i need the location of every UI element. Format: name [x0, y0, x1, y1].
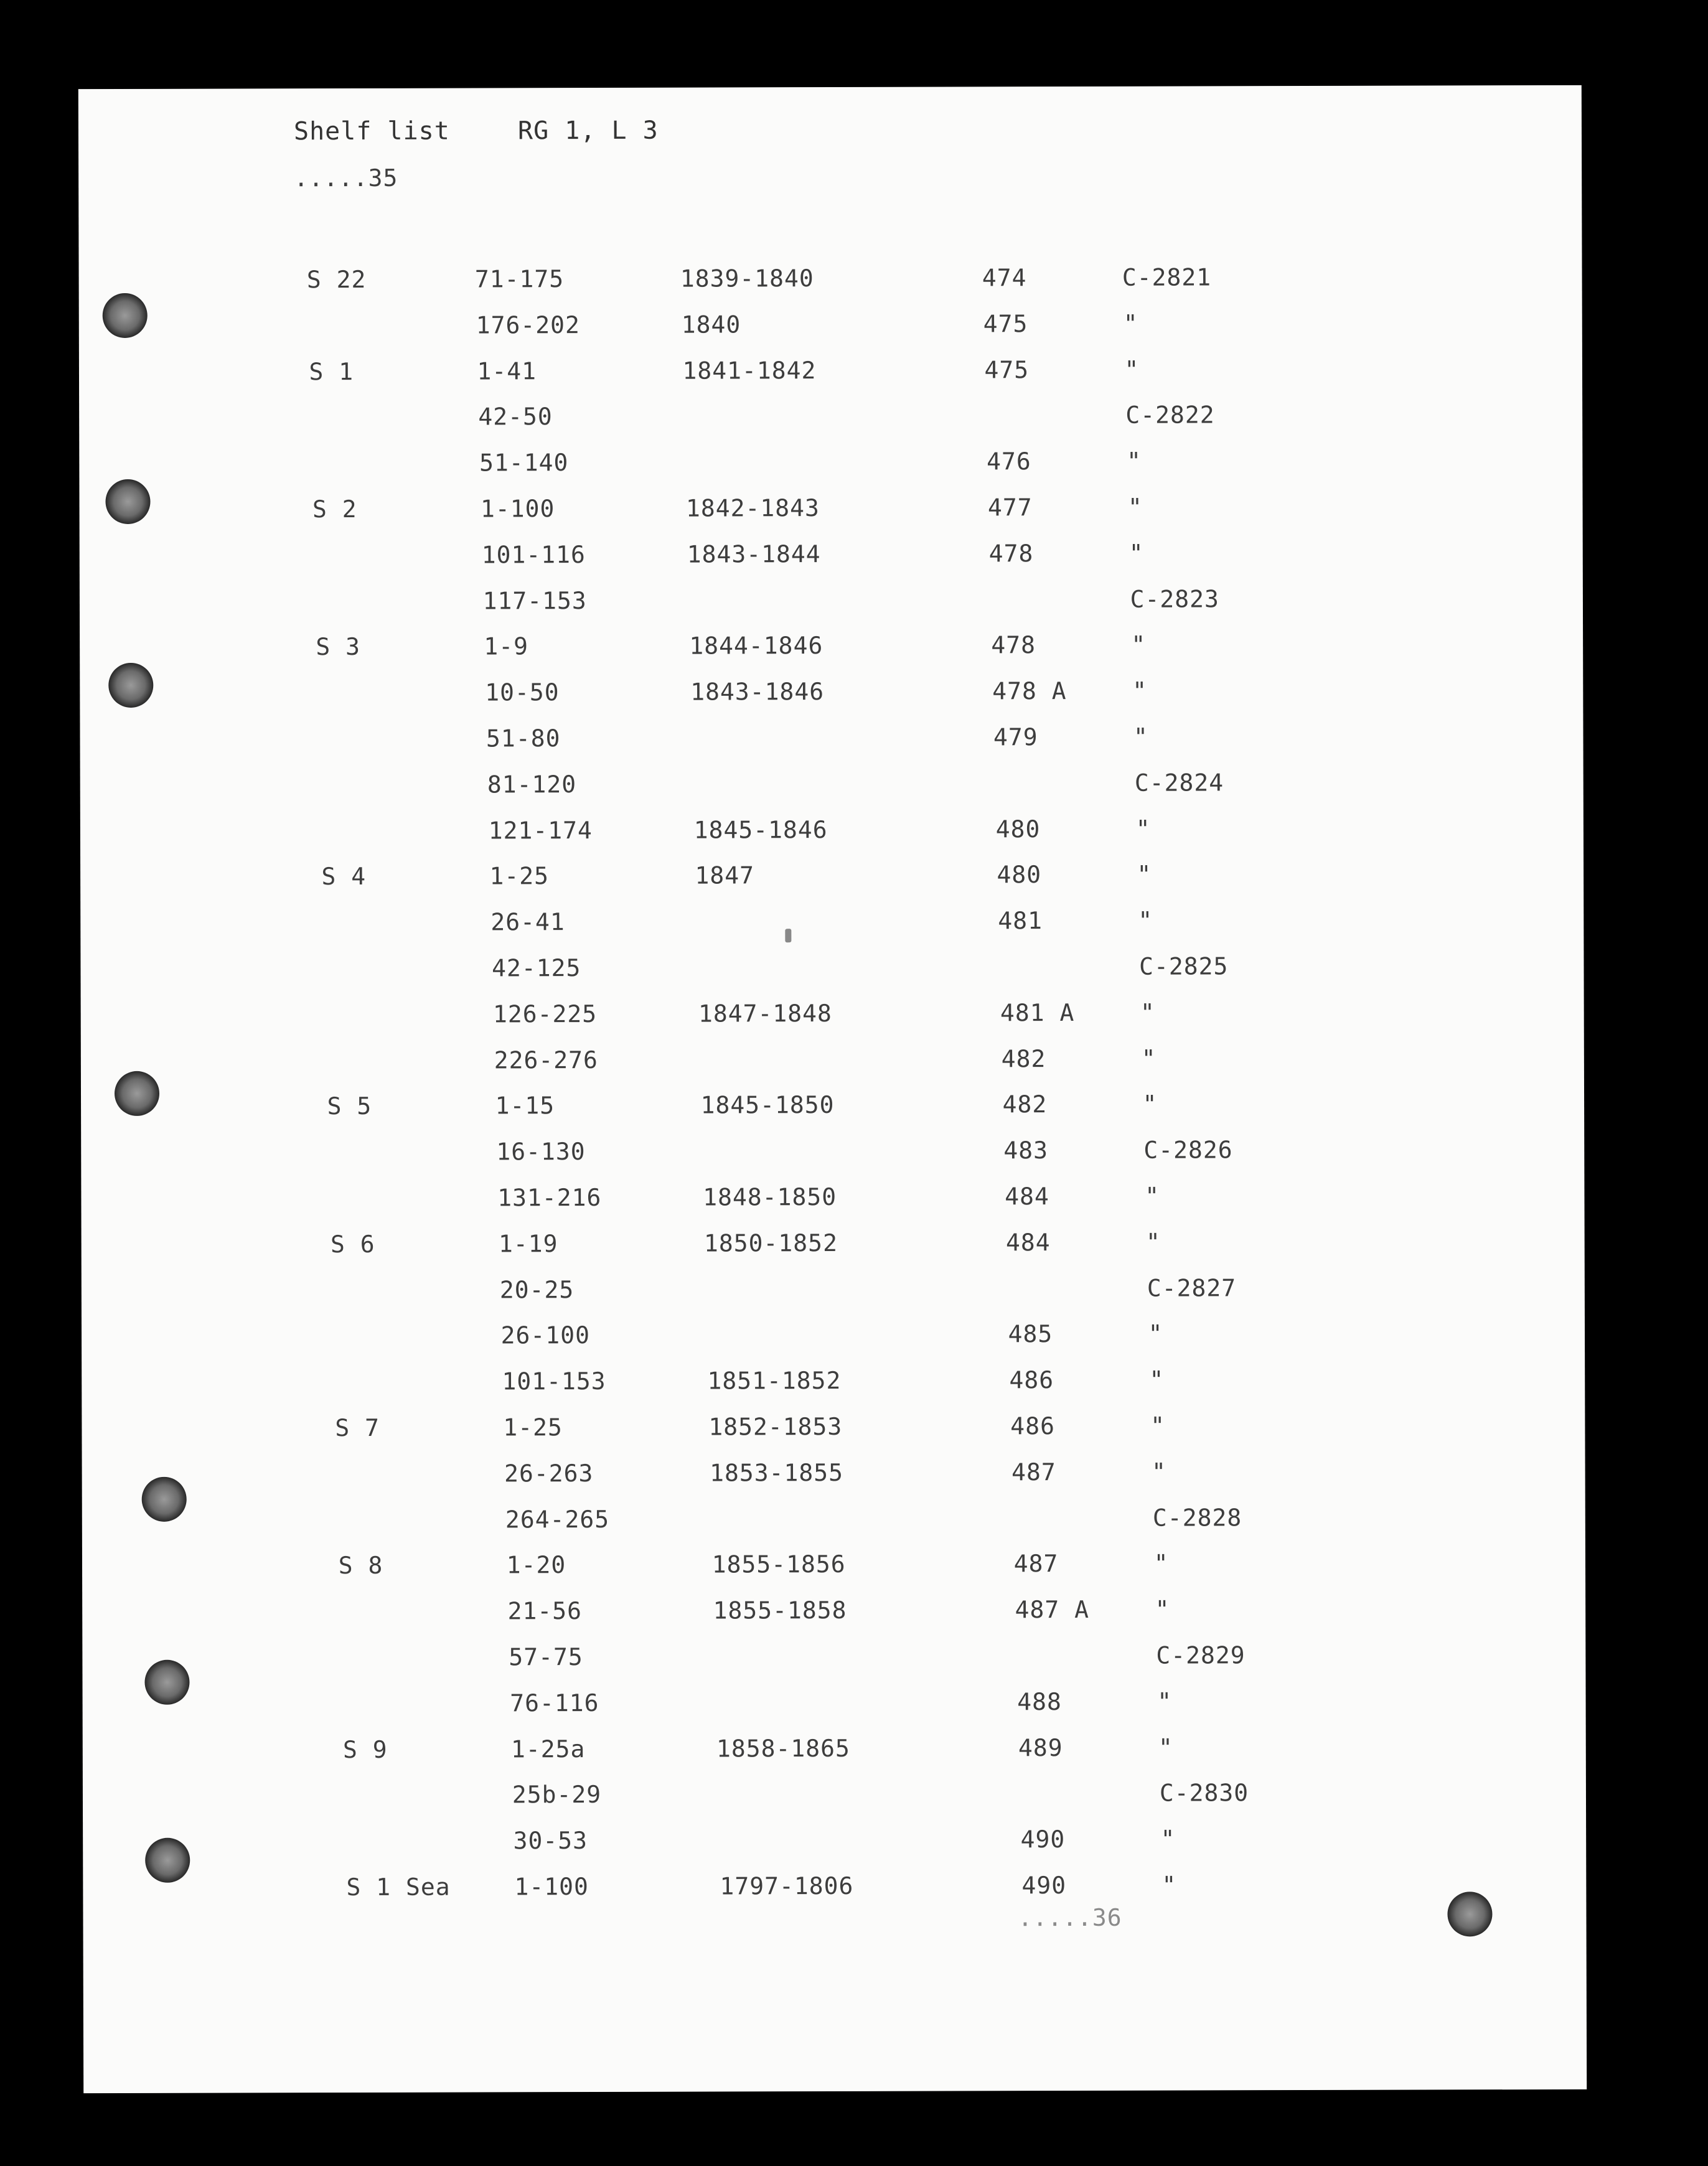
box-cell: 487: [1013, 1550, 1059, 1578]
shelf-cell: S 8: [338, 1552, 383, 1580]
container-cell: ": [1152, 1458, 1167, 1486]
shelf-cell: S 6: [330, 1230, 375, 1258]
box-cell: 487 A: [1015, 1596, 1089, 1624]
years-cell: 1852-1853: [708, 1412, 843, 1441]
range-cell: 1-20: [506, 1551, 566, 1579]
years-cell: [700, 1045, 986, 1046]
box-cell: 486: [1009, 1366, 1054, 1394]
box-cell: 475: [984, 355, 1030, 383]
range-cell: 1-25: [489, 862, 550, 890]
years-cell: 1841-1842: [682, 356, 817, 385]
box-cell: 489: [1018, 1733, 1063, 1761]
box-cell: [1020, 1779, 1157, 1780]
shelf-cell: [314, 541, 476, 542]
shelf-cell: [325, 1000, 487, 1001]
years-cell: 1858-1865: [716, 1734, 850, 1763]
range-cell: 1-100: [480, 495, 555, 523]
container-cell: ": [1135, 815, 1151, 843]
punch-hole: [142, 1477, 187, 1522]
container-cell: C-2828: [1152, 1503, 1242, 1532]
container-cell: ": [1140, 998, 1155, 1026]
years-cell: 1847-1848: [698, 999, 832, 1028]
range-cell: 42-125: [492, 954, 581, 982]
range-cell: 101-116: [481, 540, 586, 569]
range-cell: 1-19: [498, 1229, 558, 1258]
shelf-cell: [344, 1781, 506, 1782]
box-cell: 490: [1020, 1826, 1066, 1854]
years-cell: 1850-1852: [703, 1229, 838, 1257]
page-title: Shelf list: [293, 116, 450, 146]
container-cell: ": [1158, 1733, 1173, 1761]
years-cell: [702, 1137, 988, 1138]
shelf-cell: S 1 Sea: [346, 1873, 451, 1901]
years-cell: 1843-1846: [690, 678, 825, 706]
box-cell: [999, 953, 1136, 954]
punch-hole: [108, 663, 153, 708]
years-cell: [683, 402, 970, 403]
box-cell: [1007, 1274, 1144, 1275]
box-cell: 482: [1001, 1044, 1046, 1072]
box-cell: [990, 585, 1127, 586]
container-cell: C-2829: [1156, 1641, 1246, 1669]
container-cell: ": [1133, 723, 1148, 751]
container-cell: ": [1155, 1595, 1170, 1623]
container-cell: ": [1150, 1412, 1166, 1440]
continued-from: .....35: [294, 164, 398, 192]
document-page: [78, 85, 1587, 2093]
container-cell: C-2825: [1139, 952, 1229, 980]
box-cell: 481 A: [1000, 998, 1075, 1027]
range-cell: 121-174: [488, 816, 593, 845]
box-cell: 487: [1011, 1458, 1056, 1486]
shelf-cell: [318, 724, 480, 725]
years-cell: 1839-1840: [680, 265, 814, 293]
range-cell: 30-53: [513, 1827, 588, 1855]
container-cell: C-2823: [1130, 584, 1219, 613]
range-cell: 16-130: [496, 1138, 586, 1166]
box-cell: 488: [1017, 1687, 1062, 1716]
range-cell: 1-100: [514, 1873, 589, 1901]
punch-hole: [105, 479, 150, 524]
box-cell: 478: [988, 539, 1034, 568]
container-cell: C-2821: [1122, 263, 1212, 291]
punch-hole: [115, 1071, 159, 1116]
shelf-cell: [328, 1138, 490, 1139]
container-cell: ": [1141, 1044, 1157, 1072]
box-cell: 476: [987, 448, 1031, 476]
container-cell: ": [1153, 1549, 1169, 1578]
shelf-cell: [315, 587, 477, 588]
years-cell: 1845-1846: [693, 815, 828, 844]
range-cell: 21-56: [507, 1597, 582, 1625]
container-cell: C-2824: [1134, 769, 1224, 797]
range-cell: 57-75: [509, 1643, 583, 1671]
box-cell: 479: [993, 723, 1038, 751]
years-cell: 1797-1806: [720, 1872, 854, 1900]
years-cell: [714, 1642, 1000, 1643]
shelf-cell: [345, 1827, 507, 1828]
years-cell: [685, 448, 971, 449]
box-cell: 480: [995, 815, 1041, 843]
box-cell: [985, 401, 1122, 402]
punch-hole: [145, 1838, 190, 1883]
range-cell: 117-153: [482, 586, 587, 615]
years-cell: 1844-1846: [689, 632, 824, 660]
container-cell: ": [1132, 677, 1148, 705]
punch-hole: [1447, 1892, 1492, 1936]
years-cell: 1840: [681, 311, 741, 339]
range-cell: 71-175: [474, 265, 565, 293]
range-cell: 101-153: [502, 1367, 606, 1395]
shelf-cell: S 2: [312, 495, 357, 523]
shelf-cell: [340, 1643, 502, 1644]
container-cell: ": [1137, 861, 1152, 889]
box-cell: [995, 769, 1132, 770]
shelf-cell: [324, 954, 486, 955]
shelf-cell: S 5: [327, 1092, 372, 1120]
container-cell: ": [1127, 493, 1143, 521]
years-cell: 1851-1852: [707, 1367, 842, 1395]
box-cell: 480: [997, 861, 1042, 889]
container-cell: C-2826: [1143, 1136, 1233, 1164]
container-cell: ": [1142, 1090, 1158, 1118]
years-cell: 1855-1856: [711, 1550, 846, 1578]
punch-hole: [103, 293, 148, 338]
range-cell: 1-9: [484, 632, 529, 660]
years-cell: [711, 1504, 997, 1505]
container-cell: ": [1131, 631, 1147, 659]
years-cell: [718, 1780, 1004, 1781]
container-cell: ": [1145, 1182, 1160, 1210]
container-cell: ": [1160, 1825, 1176, 1853]
box-cell: 482: [1002, 1090, 1048, 1118]
range-cell: 1-25a: [510, 1735, 586, 1763]
shelf-cell: [308, 311, 470, 312]
container-cell: C-2827: [1147, 1273, 1237, 1302]
range-cell: 1-15: [495, 1092, 555, 1120]
years-cell: 1842-1843: [685, 494, 820, 522]
years-cell: [692, 723, 978, 724]
box-cell: 484: [1005, 1183, 1049, 1211]
years-cell: 1847: [695, 861, 755, 889]
box-cell: 486: [1010, 1412, 1055, 1440]
box-cell: 474: [982, 264, 1027, 292]
shelf-cell: [326, 1046, 488, 1047]
range-cell: 26-100: [500, 1321, 590, 1349]
shelf-cell: [342, 1689, 504, 1690]
years-cell: [693, 769, 979, 770]
box-cell: 484: [1005, 1228, 1051, 1257]
container-cell: C-2822: [1125, 401, 1215, 429]
range-cell: 226-276: [494, 1046, 598, 1074]
shelf-cell: S 7: [335, 1414, 380, 1442]
shelf-cell: S 1: [309, 357, 354, 385]
box-cell: 478: [991, 631, 1036, 659]
container-cell: ": [1128, 539, 1144, 567]
years-cell: [697, 953, 983, 954]
container-cell: ": [1123, 309, 1138, 337]
box-cell: 478 A: [992, 677, 1067, 705]
years-cell: [696, 907, 982, 908]
range-cell: 25b-29: [512, 1781, 602, 1809]
container-cell: ": [1149, 1366, 1165, 1394]
shelf-cell: [317, 679, 479, 680]
punch-hole: [144, 1660, 189, 1705]
box-cell: 477: [987, 494, 1033, 522]
shelf-cell: S 3: [316, 633, 361, 661]
shelf-cell: [311, 449, 473, 450]
box-cell: 490: [1021, 1872, 1067, 1900]
shelf-cell: [310, 403, 472, 404]
container-cell: ": [1148, 1320, 1163, 1348]
years-cell: 1845-1850: [700, 1091, 835, 1119]
container-cell: ": [1124, 355, 1140, 383]
box-cell: 481: [998, 907, 1043, 935]
years-cell: 1855-1858: [713, 1596, 847, 1624]
years-cell: 1848-1850: [703, 1183, 837, 1211]
continued-to: .....36: [1018, 1903, 1122, 1932]
shelf-cell: S 4: [321, 863, 367, 891]
shelf-cell: [334, 1368, 495, 1369]
range-cell: 10-50: [485, 678, 560, 706]
box-cell: [1016, 1642, 1153, 1643]
range-cell: 51-80: [486, 724, 561, 752]
range-cell: 126-225: [492, 1000, 598, 1028]
years-cell: 1853-1855: [710, 1458, 844, 1487]
ink-speck: [785, 929, 791, 942]
range-cell: 1-41: [477, 357, 537, 385]
box-cell: 475: [983, 309, 1028, 338]
box-cell: 485: [1008, 1320, 1053, 1348]
range-cell: 51-140: [479, 449, 569, 477]
container-cell: ": [1127, 447, 1142, 475]
box-cell: 483: [1003, 1137, 1049, 1165]
range-cell: 81-120: [487, 770, 577, 799]
container-cell: ": [1161, 1871, 1177, 1899]
years-cell: 1843-1844: [687, 540, 821, 568]
range-cell: 26-263: [504, 1459, 594, 1488]
shelf-cell: [332, 1276, 494, 1277]
container-cell: ": [1145, 1228, 1161, 1256]
record-group: RG 1, L 3: [517, 116, 659, 146]
range-cell: 26-41: [490, 908, 565, 936]
shelf-cell: [333, 1322, 495, 1323]
years-cell: [715, 1688, 1002, 1689]
range-cell: 131-216: [497, 1183, 602, 1212]
range-cell: 42-50: [478, 403, 553, 431]
container-cell: ": [1157, 1687, 1173, 1715]
container-cell: ": [1138, 906, 1153, 934]
shelf-cell: S 9: [342, 1735, 388, 1763]
container-cell: C-2830: [1159, 1779, 1249, 1807]
shelf-cell: S 22: [306, 265, 367, 294]
range-cell: 76-116: [510, 1689, 599, 1717]
range-cell: 264-265: [505, 1505, 610, 1533]
range-cell: 1-25: [503, 1414, 563, 1442]
range-cell: 20-25: [499, 1275, 575, 1303]
range-cell: 176-202: [476, 311, 580, 339]
